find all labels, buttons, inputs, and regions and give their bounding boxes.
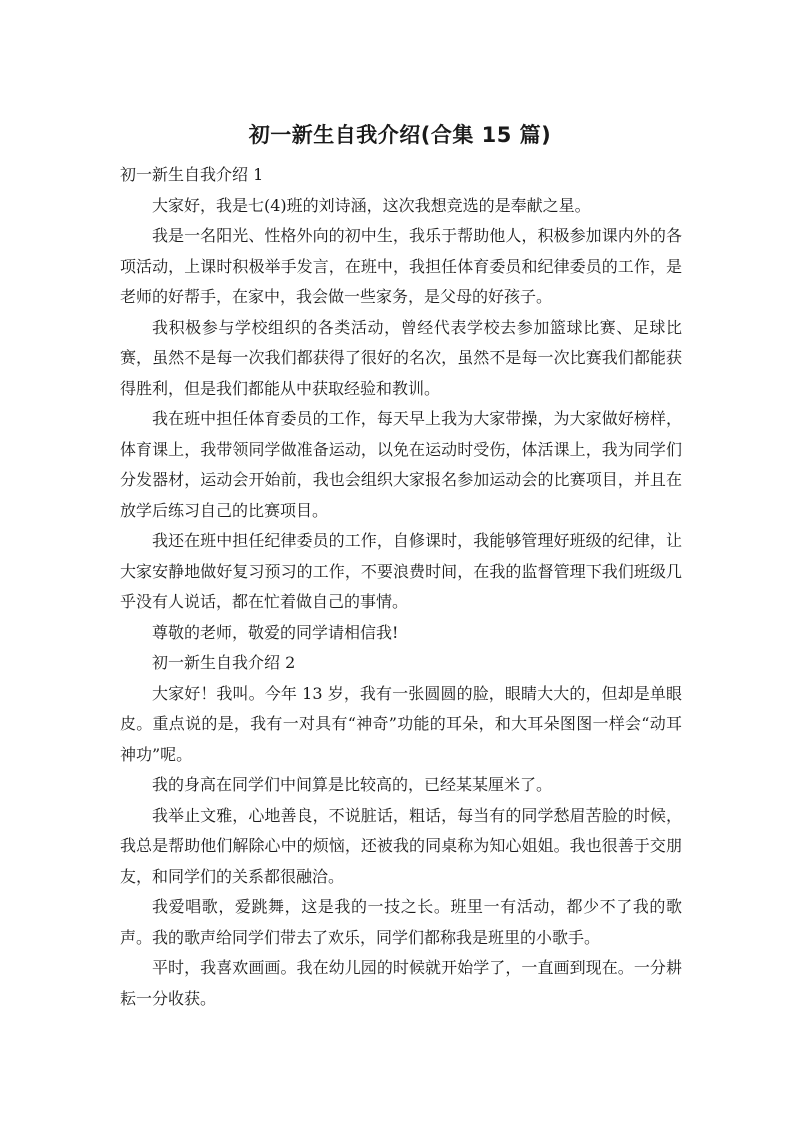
paragraph: 我举止文雅，心地善良，不说脏话，粗话，每当有的同学愁眉苦脸的时候，我总是帮助他们解除心中的烦恼，还被我的同桌称为知心姐姐。我也很善于交朋友，和同学们的关系都很融洽。 xyxy=(120,805,682,886)
document-body xyxy=(120,160,682,1014)
paragraph: 我的身高在同学们中间算是比较高的，已经某某厘米了。 xyxy=(152,775,553,794)
paragraph: 我还在班中担任纪律委员的工作，自修课时，我能够管理好班级的纪律，让大家安静地做好复习预习的工作，不要浪费时间，在我的监督管理下我们班级几乎没有人说话，都在忙着做自己的事情。 xyxy=(120,531,682,611)
paragraph: 大家好，我是七(4)班的刘诗涵，这次我想竞选的是奉献之星。 xyxy=(152,195,591,215)
paragraph: 我是一名阳光、性格外向的初中生，我乐于帮助他人，积极参加课内外的各项活动，上课时积极举手发言，在班中，我担任体育委员和纪律委员的工作，是老师的好帮手，在家中，我会做一些家务，是父母的好孩子。 xyxy=(120,226,682,306)
paragraph: 平时，我喜欢画画。我在幼儿园的时候就开始学了，一直画到现在。一分耕耘一分收获。 xyxy=(120,958,682,1008)
section-heading-1: 初一新生自我介绍 1 xyxy=(120,165,264,184)
paragraph: 我爱唱歌，爱跳舞，这是我的一技之长。班里一有活动，都少不了我的歌声。我的歌声给同学们带去了欢乐，同学们都称我是班里的小歌手。 xyxy=(120,897,682,947)
paragraph: 大家好！我叫。今年 13 岁，我有一张圆圆的脸，眼睛大大的，但却是单眼皮。重点说的是，我有一对具有“神奇”功能的耳朵，和大耳朵图图一样会“动耳神功”呢。 xyxy=(120,683,682,764)
paragraph: 我在班中担任体育委员的工作，每天早上我为大家带操，为大家做好榜样，体育课上，我带领同学做准备运动，以免在运动时受伤，体活课上，我为同学们分发器材，运动会开始前，我也会组织大家报名参加运动会的比赛项目，并且在放学后练习自己的比赛项目。 xyxy=(120,409,682,520)
document-title: 初一新生自我介绍(合集 15 篇) xyxy=(248,123,552,147)
section-heading-2: 初一新生自我介绍 2 xyxy=(152,653,296,672)
paragraph: 尊敬的老师，敬爱的同学请相信我! xyxy=(152,622,399,642)
paragraph: 我积极参与学校组织的各类活动，曾经代表学校去参加篮球比赛、足球比赛，虽然不是每一次我们都获得了很好的名次，虽然不是每一次比赛我们都能获得胜利，但是我们都能从中获取经验和教训。 xyxy=(120,317,682,398)
